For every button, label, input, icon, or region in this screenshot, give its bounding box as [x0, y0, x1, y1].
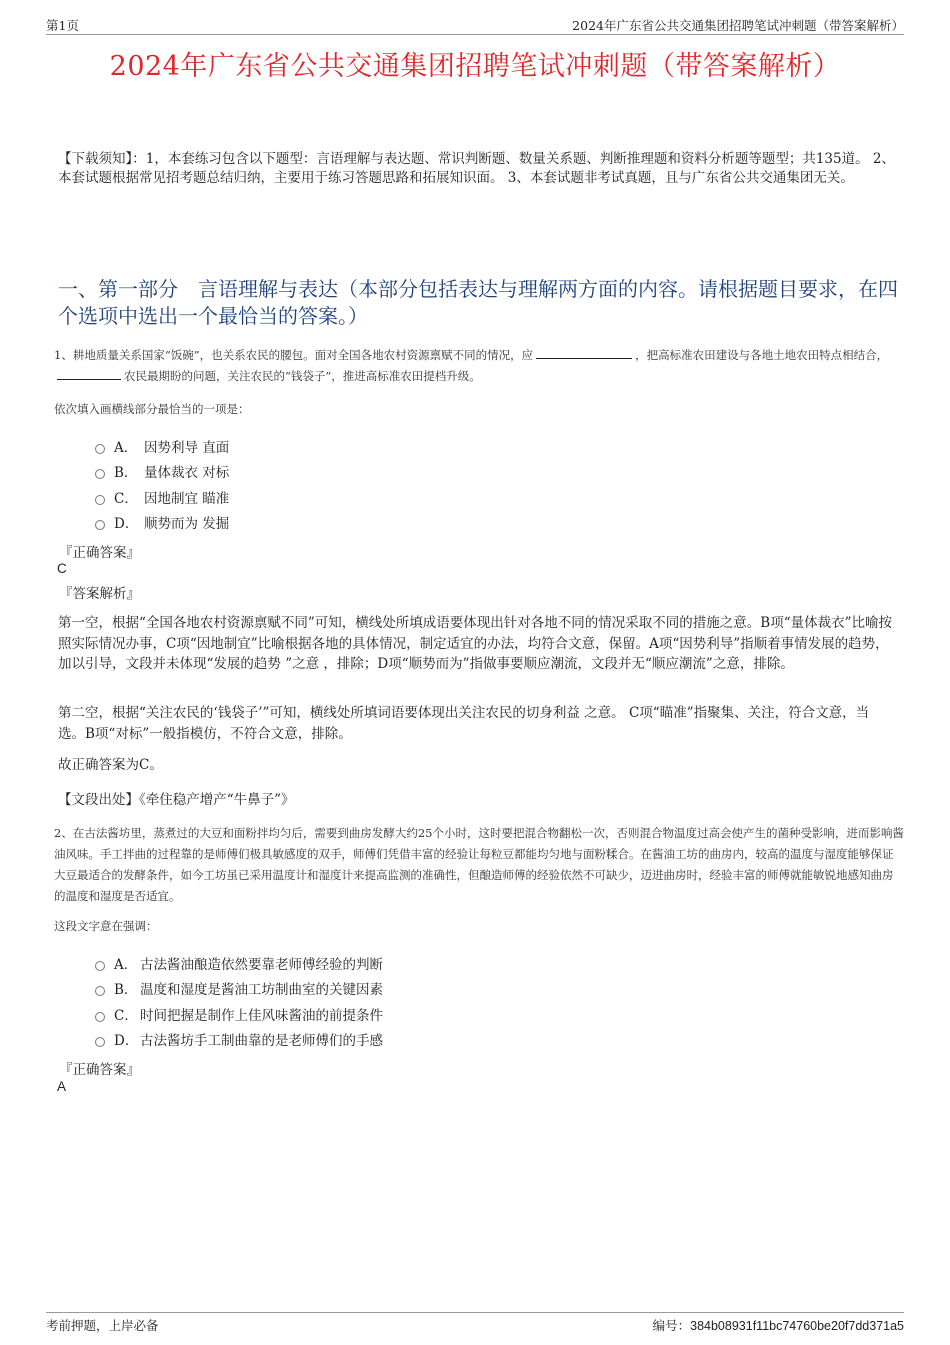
option-letter: C． — [114, 490, 138, 507]
analysis-conclusion: 故正确答案为C。 — [58, 757, 163, 773]
correct-answer: A — [57, 1079, 67, 1094]
option-a[interactable] — [95, 433, 229, 459]
passage-source: 【文段出处】《牵住稳产增产“牛鼻子”》 — [58, 792, 295, 808]
option-text: 时间把握是制作上佳风味酱油的前提条件 — [140, 1007, 383, 1024]
serial-number: 384b08931f11bc74760be20f7dd371a5 — [690, 1319, 904, 1333]
question-1-prompt: 依次填入画横线部分最恰当的一项是： — [54, 402, 250, 416]
option-text: 古法酱油酿造依然要靠老师傅经验的判断 — [140, 956, 383, 973]
download-notice: 【下载须知】：1，本套练习包含以下题型：言语理解与表达题、常识判断题、数量关系题、判断推理题和资料分析题等题型；共135道。 2、本套试题根据常见招考题总结归纳，主要用于练习答题思路和拓展知识面。 3、本套试题非考试真题，且与广东省公共交通集团无关。 — [58, 151, 895, 186]
option-text: 量体裁衣 对标 — [144, 465, 230, 482]
question-1-part1: 1、耕地质量关系国家“饭碗”，也关系农民的腰包。面对全国各地农村资源禀赋不同的情况，应 — [54, 348, 534, 362]
question-2-prompt: 这段文字意在强调： — [54, 919, 158, 933]
option-letter: D． — [114, 1033, 139, 1050]
option-text: 因地制宜 瞄准 — [144, 490, 230, 507]
radio-icon[interactable] — [95, 520, 105, 530]
serial-label: 编号： — [652, 1318, 691, 1333]
option-letter: A． — [114, 439, 138, 456]
analysis-paragraph-1: 第一空，根据“全国各地农村资源禀赋不同”可知，横线处所填成语要体现出针对各地不同的情况采取不同的措施之意。B项“量体裁衣”比喻按照实际情况办事，C项“因地制宜”比喻根据各地的具体情况，制定适宜的办法，均符合文意，保留。A项“因势利导”指顺着事情发展的趋势，加以引导，文段并未体现“发展的趋势 ”之意 ，排除；D项“顺势而为”指做事要顺应潮流，文段并无“顺应潮流”之意，排除。 — [58, 615, 893, 672]
question-1-text — [54, 345, 904, 387]
radio-icon[interactable] — [95, 961, 105, 971]
page-number: 第1页 — [46, 18, 79, 33]
radio-icon[interactable] — [95, 986, 105, 996]
fill-blank-1 — [536, 346, 632, 359]
option-a[interactable] — [95, 950, 383, 976]
option-letter: C． — [114, 1007, 138, 1024]
question-1-options — [95, 433, 229, 535]
analysis-label: 『答案解析』 — [59, 586, 140, 602]
option-letter: D． — [114, 516, 139, 533]
header-doc-title: 2024年广东省公共交通集团招聘笔试冲刺题（带答案解析） — [572, 18, 904, 33]
document-title: 2024年广东省公共交通集团招聘笔试冲刺题（带答案解析） — [109, 51, 841, 82]
option-text: 温度和湿度是酱油工坊制曲室的关键因素 — [140, 982, 383, 999]
option-d[interactable] — [95, 1027, 383, 1053]
page-header — [46, 14, 904, 35]
radio-icon[interactable] — [95, 495, 105, 505]
option-text: 顺势而为 发掘 — [144, 516, 230, 533]
footer-slogan: 考前押题，上岸必备 — [46, 1318, 159, 1333]
section-title: 一、第一部分 言语理解与表达（本部分包括表达与理解两方面的内容。请根据题目要求，在四个选项中选出一个最恰当的答案。） — [58, 277, 898, 328]
radio-icon[interactable] — [95, 444, 105, 454]
question-1-part2: ，把高标准农田建设与各地土地农田特点相结合， — [635, 348, 889, 362]
radio-icon[interactable] — [95, 1037, 105, 1047]
option-c[interactable] — [95, 484, 229, 510]
question-2-options — [95, 950, 383, 1052]
option-letter: B． — [114, 465, 138, 482]
option-b[interactable] — [95, 459, 229, 485]
page-footer — [46, 1312, 904, 1333]
option-b[interactable] — [95, 976, 383, 1002]
correct-answer: C — [57, 561, 67, 576]
option-c[interactable] — [95, 1001, 383, 1027]
analysis-paragraph-2: 第二空，根据“关注农民的‘钱袋子’”可知，横线处所填词语要体现出关注农民的切身利益 之意。 C项“瞄准”指聚集、关注，符合文意，当选。B项“对标”一般指模仿，不符合文意，排除。 — [58, 705, 870, 742]
option-d[interactable] — [95, 510, 229, 536]
option-letter: A． — [114, 956, 138, 973]
radio-icon[interactable] — [95, 1012, 105, 1022]
option-text: 因势利导 直面 — [144, 439, 230, 456]
correct-answer-label: 『正确答案』 — [59, 545, 140, 561]
question-2-text: 2、在古法酱坊里，蒸煮过的大豆和面粉拌均匀后，需要到曲房发酵大约25个小时，这时要把混合物翻松一次，否则混合物温度过高会使产生的菌种受影响，进而影响酱油风味。手工拌曲的过程靠的是师傅们极具敏感度的双手，师傅们凭借丰富的经验让每粒豆都能均匀地与面粉糅合。在酱油工坊的曲房内，较高的温度与湿度能够保证大豆最适合的发酵条件，如今工坊虽已采用温度计和湿度计来提高监测的准确性，但酿造师傅的经验依然不可缺少，迈进曲房时，经验丰富的师傅就能敏锐地感知曲房的温度和湿度是否适宜。 — [54, 826, 904, 903]
fill-blank-2 — [57, 367, 121, 380]
footer-serial — [653, 1316, 904, 1334]
option-letter: B． — [114, 982, 138, 999]
question-1-part3: 农民最期盼的问题，关注农民的“钱袋子”，推进高标准农田提档升级。 — [124, 369, 481, 383]
radio-icon[interactable] — [95, 469, 105, 479]
option-text: 古法酱坊手工制曲靠的是老师傅们的手感 — [140, 1033, 383, 1050]
correct-answer-label: 『正确答案』 — [59, 1062, 140, 1078]
